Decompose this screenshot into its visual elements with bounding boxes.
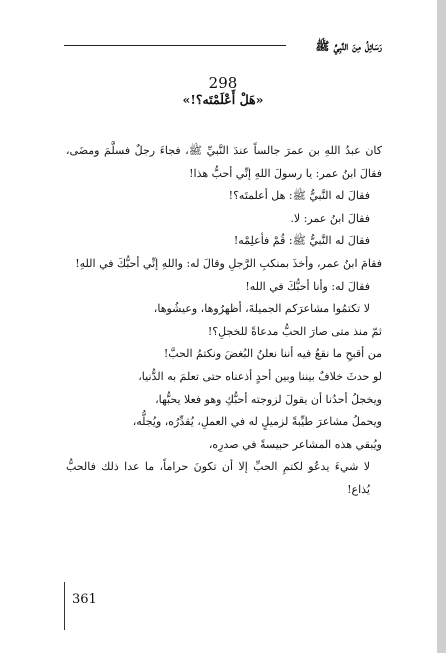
chapter-number: 298 xyxy=(208,74,238,92)
paragraph: فقالَ له: وأنا أحبُّكَ في الله! xyxy=(245,279,370,293)
page-edge xyxy=(437,0,446,653)
body-text xyxy=(66,140,382,502)
footer-rule xyxy=(64,582,65,630)
paragraph: لا شيءَ يدعُو لكتمِ الحبِّ إلا أن تكونَ حراماً، ما عدا ذلك فالحبُّ يُذاع! xyxy=(66,460,370,496)
header-title: رَسَائِلُ مِنَ النَّبِيِّ ﷺ xyxy=(315,39,382,53)
paragraph: ويخجلُ أحدُنا أن يقولَ لزوجته أحبُّكِ وهو فعلا يحبُّها، xyxy=(155,392,382,406)
paragraph: كان عبدُ اللهِ بن عمرَ جالساً عندَ النَّبيِّ ﷺ، فجاءَ رجلٌ فسلَّمَ ومضَى، فقالَ ابنُ عمر: يا رسولَ اللهِ إنِّي أحبُّ هذا! xyxy=(66,144,382,180)
paragraph: فقالَ ابنُ عمر: لا. xyxy=(290,211,370,225)
running-header xyxy=(64,36,382,56)
paragraph: لو حدثَ خلافٌ بيننا وبين أحدٍ أذعناه حتى تعلمَ به الدُّنيا، xyxy=(138,369,382,383)
paragraph: فقامَ ابنُ عمر، وأخذَ بمنكبِ الرَّجلِ وقالَ له: واللهِ إنِّي أحبُّكَ في اللهِ! xyxy=(75,256,382,270)
paragraph: لا تكتمُوا مشاعرَكم الجميلةَ، أظهرُوها، وعيشُوها، xyxy=(153,302,370,316)
paragraph: ثمّ منذ متى صارَ الحبُّ مدعاةً للخجلِ؟! xyxy=(207,324,382,338)
paragraph: ويُبقي هذه المشاعر حبيسةً في صدرِه، xyxy=(208,437,382,451)
chapter-title: «هَلْ أَعْلَمْتَه؟!» xyxy=(182,92,264,107)
paragraph: فقالَ له النَّبيُّ ﷺ: هل أعلمتَه؟! xyxy=(228,189,370,203)
paragraph: من أقبحِ ما نقعُ فيه أننا نعلنُ البُغضَ ونكتمُ الحبَّ! xyxy=(163,347,382,361)
paragraph: ويحملُ مشاعرَ طيِّبةً لزميلٍ له في العملِ، يُقدِّرُه، ويُجلُّه، xyxy=(132,415,382,429)
header-rule xyxy=(64,45,286,46)
paragraph: فقالَ له النَّبيُّ ﷺ: قُمْ فأعلِمْه! xyxy=(233,234,370,248)
page-number: 361 xyxy=(72,592,97,607)
